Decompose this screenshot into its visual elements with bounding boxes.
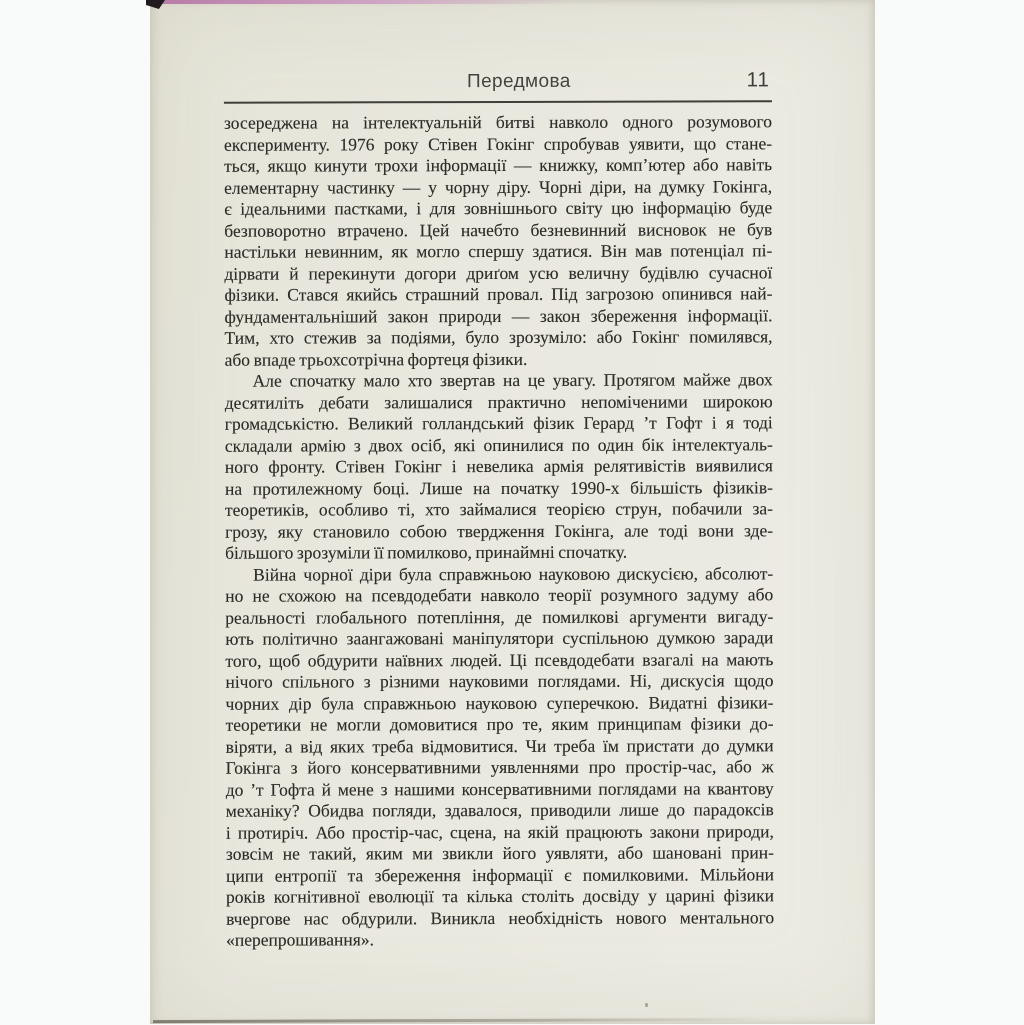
paragraph: [225, 369, 774, 564]
text-line: ють політично заангажовані маніпулятори суспільною думкою заради: [225, 627, 774, 649]
text-line: нічого спільного з різними науковими поглядами. Ні, дискусія щодо: [225, 670, 774, 692]
text-line: складали армію з двох осіб, які опинилися по один бік інтелектуаль-: [224, 433, 773, 456]
text-line: Тим, хто стежив за подіями, було зрозуміло: або Гокінг помилявся,: [224, 326, 773, 348]
paragraph: [224, 111, 773, 370]
text-line: ного фронту. Стівен Гокінг і невелика армія релятивістів виявилися: [224, 455, 773, 477]
text-line: зовсім не такий, яким ми звикли його уявляти, або шановані прин-: [225, 842, 774, 864]
body-text: [224, 111, 774, 951]
text-line: того, щоб обдурити наївних людей. Ці псевдодебати взагалі на мають: [225, 648, 774, 671]
text-line: Гокінга з його консервативними уявленнями про простір-час, або ж: [225, 756, 774, 778]
text-line: Війна чорної діри була справжньою науковою дискусією, абсолют-: [253, 562, 774, 585]
text-line: ципи ентропії та збереження інформації є помилковими. Мільйони: [225, 863, 774, 886]
text-line: ться, якщо кинути трохи інформації — книжку, комп’ютер або навіть: [224, 154, 773, 176]
text-line: до ’т Гофта й мене з нашими консервативними поглядами на квантову: [225, 777, 774, 800]
text-line: фундаментальніший закон природи — закон збереження інформації.: [224, 304, 773, 327]
text-line: теоретиків, особливо ті, хто займалися теорією струн, побачили за-: [224, 498, 774, 520]
text-line: зосереджена на інтелектуальній битві навколо одного розумового: [223, 111, 773, 133]
text-line: вчергове нас обдурили. Виникла необхідність нового ментального: [226, 906, 775, 929]
paragraph: [225, 563, 774, 951]
text-line: но не схожою на псевдодебати навколо теорії розумного задуму або: [225, 584, 774, 606]
page-number: 11: [746, 68, 770, 92]
chapter-header: Передмова: [466, 70, 571, 93]
text-line: десятиліть дебати залишалися практично непоміченими широкою: [224, 390, 773, 413]
text-line: теоретики не могли домовитися про те, яким принципам фізики до-: [225, 713, 774, 735]
text-line: більшого зрозуміли її помилково, принаймні спочатку.: [225, 541, 628, 563]
text-line: механіку? Обидва погляди, здавалося, приводили лише до парадоксів: [225, 799, 774, 821]
header-rule: [224, 100, 772, 103]
text-line: громадськістю. Великий голландський фізик Герард ’т Гофт і я тоді: [224, 412, 773, 434]
text-line: дірвати й перекинути догори дриґом усю величну будівлю сучасної: [224, 261, 773, 284]
text-block: [224, 0, 775, 1025]
text-line: на протилежному боці. Лише на початку 1990-х більшість фізиків-: [224, 476, 773, 499]
text-line: Але спочатку мало хто звертав на це увагу. Протягом майже двох: [252, 369, 773, 391]
text-line: «перепрошивання».: [226, 929, 374, 950]
text-line: і протиріч. Або простір-час, сцена, на якій працюють закони природи,: [225, 820, 774, 843]
text-line: фізики. Стався якийсь страшний провал. Під загрозою опинився най-: [224, 283, 773, 305]
text-line: або впаде трьохсотрічна фортеця фізики.: [224, 348, 528, 370]
text-line: реальності глобального потепління, де помилкові аргументи вигаду-: [225, 605, 774, 628]
text-line: безповоротно втрачено. Цей начебто безневинний висновок не був: [224, 218, 773, 241]
text-line: настільки невинним, як могло спершу здатися. Він мав потенціал пі-: [224, 240, 773, 262]
text-line: віряти, а від яких треба відмовитися. Чи треба їм пристати до думки: [225, 734, 774, 757]
text-line: років когнітивної еволюції та кілька століть досвіду у царині фізики: [225, 885, 775, 907]
text-line: є ідеальними пастками, і для зовнішнього світу цю інформацію буде: [224, 197, 773, 219]
text-line: елементарну частинку — у чорну діру. Чорні діри, на думку Гокінга,: [224, 175, 773, 198]
text-line: експерименту. 1976 року Стівен Гокінг спробував уявити, що стане-: [224, 132, 773, 155]
text-line: грозу, яку становило собою твердження Гокінга, але тоді вони зде-: [225, 519, 774, 542]
text-line: чорних дір була справжньою науковою суперечкою. Видатні фізики-: [225, 691, 774, 714]
